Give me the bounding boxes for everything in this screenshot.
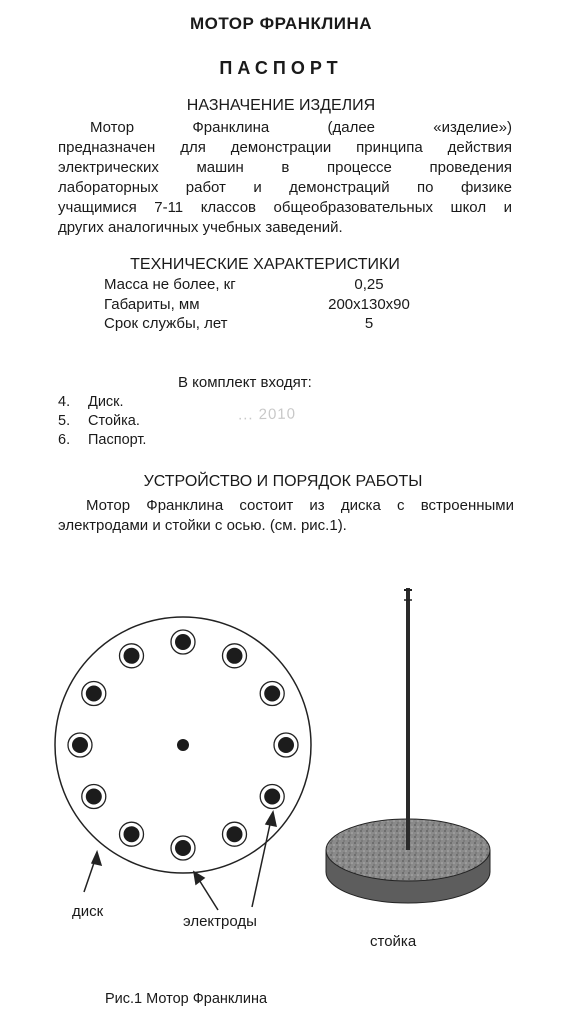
electrode-arrow-right xyxy=(252,815,272,907)
spec-label: Срок службы, лет xyxy=(104,315,228,332)
electrode xyxy=(86,686,102,702)
electrode-arrow-left-head xyxy=(194,872,204,884)
pointer-arrows xyxy=(84,812,276,910)
kit-item-text: Паспорт. xyxy=(88,432,147,448)
device-line: Мотор Франклина состоит из диска с встроенными xyxy=(86,497,514,514)
spec-value: 200x130x90 xyxy=(328,296,410,313)
electrodes-label: электроды xyxy=(183,913,257,930)
faint-stamp: ... 2010 xyxy=(237,405,297,424)
electrode xyxy=(264,789,280,805)
spec-row xyxy=(104,276,434,296)
kit-heading: В комплект входят: xyxy=(178,374,312,391)
electrode xyxy=(72,737,88,753)
spec-label: Масса не более, кг xyxy=(104,276,236,293)
figure-caption: Рис.1 Мотор Франклина xyxy=(105,991,268,1007)
electrode-arrow-right-head xyxy=(266,812,276,826)
electrode xyxy=(264,686,280,702)
disk-label: диск xyxy=(72,903,104,920)
electrode xyxy=(124,648,140,664)
device-heading: УСТРОЙСТВО И ПОРЯДОК РАБОТЫ xyxy=(143,473,423,490)
kit-item-number: 5. xyxy=(58,413,71,429)
electrode xyxy=(86,789,102,805)
stand-drawing xyxy=(326,588,490,903)
spec-row xyxy=(104,296,434,316)
kit-item-text: Диск. xyxy=(88,394,124,410)
electrode xyxy=(278,737,294,753)
electrode xyxy=(124,826,140,842)
electrode xyxy=(227,648,243,664)
electrode xyxy=(175,840,191,856)
electrode xyxy=(175,634,191,650)
purpose-line: учащимися 7-11 классов общеобразовательных школ и xyxy=(58,199,512,216)
spec-value: 0,25 xyxy=(354,276,384,293)
purpose-line: Мотор Франклина (далее «изделие») xyxy=(90,119,512,136)
device-line: электродами и стойки с осью. (см. рис.1). xyxy=(58,517,347,534)
purpose-line: других аналогичных учебных заведений. xyxy=(58,219,343,236)
disk-center-hole xyxy=(177,739,189,751)
stand-label: стойка xyxy=(370,933,417,950)
disk-arrow-head xyxy=(92,852,101,865)
spec-row xyxy=(104,315,434,335)
kit-item xyxy=(58,413,140,429)
device-paragraph xyxy=(58,496,514,536)
purpose-line: лабораторных работ и демонстраций по физике xyxy=(58,179,512,196)
kit-item xyxy=(58,394,124,410)
electrode xyxy=(227,826,243,842)
figure-franklin-motor xyxy=(0,560,562,1024)
spec-label: Габариты, мм xyxy=(104,296,200,313)
specs-heading: ТЕХНИЧЕСКИЕ ХАРАКТЕРИСТИКИ xyxy=(130,256,400,273)
purpose-line: электрических машин в процессе проведения xyxy=(58,159,512,176)
kit-item-number: 6. xyxy=(58,432,71,448)
document-title: МОТОР ФРАНКЛИНА xyxy=(189,14,373,33)
purpose-line: предназначен для демонстрации принципа действия xyxy=(58,139,512,156)
kit-item-number: 4. xyxy=(58,394,71,410)
kit-item-text: Стойка. xyxy=(88,413,140,429)
document-subtitle: ПАСПОРТ xyxy=(219,58,343,78)
spec-value: 5 xyxy=(364,315,374,332)
kit-item xyxy=(58,432,146,448)
purpose-heading: НАЗНАЧЕНИЕ ИЗДЕЛИЯ xyxy=(186,97,376,114)
purpose-paragraph xyxy=(58,118,512,238)
